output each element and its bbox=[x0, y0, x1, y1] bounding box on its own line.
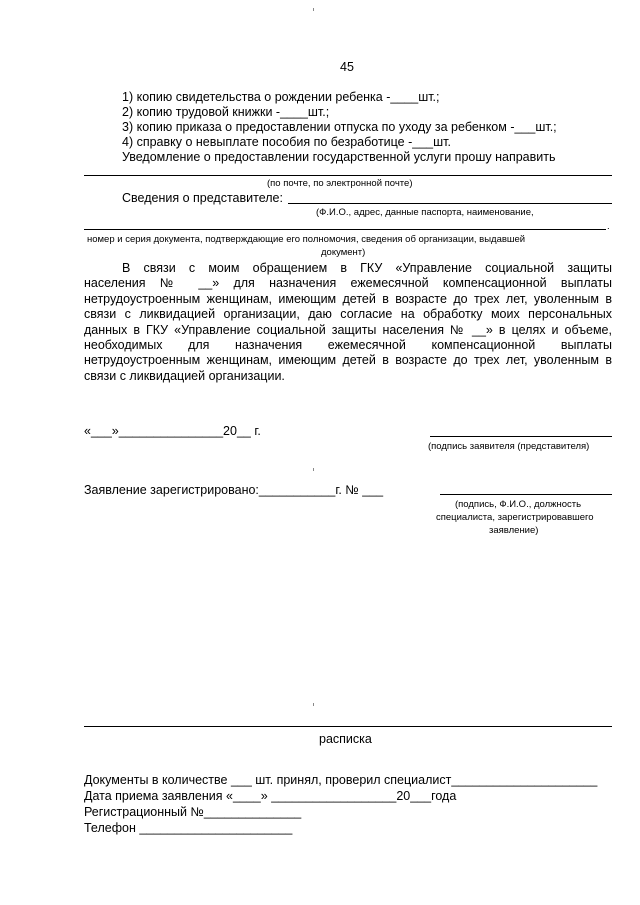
scan-mark bbox=[313, 703, 314, 706]
receipt-title: расписка bbox=[319, 732, 372, 746]
list-item: 2) копию трудовой книжки -____шт.; bbox=[122, 105, 330, 119]
scan-mark bbox=[313, 8, 314, 11]
consent-line: данных в ГКУ «Управление социальной защиты населения № __» в целях и объеме, bbox=[84, 322, 612, 337]
specialist-hint: (подпись, Ф.И.О., должность bbox=[455, 499, 582, 510]
consent-line: связи с ликвидацией организации. bbox=[84, 368, 285, 383]
consent-line: необходимых для назначения ежемесячной компенсационной выплаты bbox=[84, 337, 612, 352]
scan-mark bbox=[313, 468, 314, 471]
consent-line: нетрудоустроенным женщинам, имеющим детей в возрасте до трех лет, уволенным в bbox=[84, 291, 612, 306]
representative-hint: документ) bbox=[321, 247, 366, 258]
representative-label: Сведения о представителе: bbox=[122, 191, 283, 205]
list-item: 3) копию приказа о предоставлении отпуска по уходу за ребенком -___шт.; bbox=[122, 120, 557, 134]
consent-line: В связи с моим обращением в ГКУ «Управление социальной защиты bbox=[122, 261, 612, 275]
applicant-sign-hint: (подпись заявителя (представителя) bbox=[428, 441, 590, 452]
receipt-line: Телефон ______________________ bbox=[84, 821, 293, 835]
consent-line: нетрудоустроенным женщинам, имеющим детей в возрасте до трех лет, уволенным в bbox=[84, 353, 612, 368]
page-number: 45 bbox=[340, 60, 354, 74]
specialist-signature-line bbox=[440, 494, 612, 495]
receipt-line: Дата приема заявления «____» __________________20___года bbox=[84, 789, 457, 803]
representative-hint-end-dot: . bbox=[607, 221, 610, 232]
notification-method-line bbox=[84, 175, 612, 176]
representative-line bbox=[288, 203, 612, 204]
consent-line: связи с ликвидацией организации, даю согласие на обработку моих персональных bbox=[84, 307, 612, 322]
notification-hint: (по почте, по электронной почте) bbox=[267, 178, 413, 189]
receipt-line: Документы в количестве ___ шт. принял, проверил специалист_____________________ bbox=[84, 773, 598, 787]
receipt-line: Регистрационный №______________ bbox=[84, 805, 302, 819]
specialist-hint: специалиста, зарегистрировавшего bbox=[436, 512, 594, 523]
representative-line-2 bbox=[84, 229, 606, 230]
consent-paragraph bbox=[84, 261, 612, 384]
date-line: «___»_______________20__ г. bbox=[84, 424, 261, 438]
registered-label: Заявление зарегистрировано:___________г. № ___ bbox=[84, 483, 384, 497]
list-item: 4) справку о невыплате пособия по безработице -___шт. bbox=[122, 135, 451, 149]
list-item: 1) копию свидетельства о рождении ребенка -____шт.; bbox=[122, 90, 440, 104]
representative-hint: (Ф.И.О., адрес, данные паспорта, наименование, bbox=[316, 207, 534, 218]
representative-hint: номер и серия документа, подтверждающие его полномочия, сведения об организации, выдавшей bbox=[87, 234, 526, 245]
applicant-signature-line bbox=[430, 436, 612, 437]
specialist-hint: заявление) bbox=[489, 525, 539, 536]
cut-line bbox=[84, 726, 612, 727]
consent-line: населения № __» для назначения ежемесячной компенсационной выплаты bbox=[84, 276, 612, 291]
notification-line: Уведомление о предоставлении государственной услуги прошу направить bbox=[122, 150, 556, 164]
